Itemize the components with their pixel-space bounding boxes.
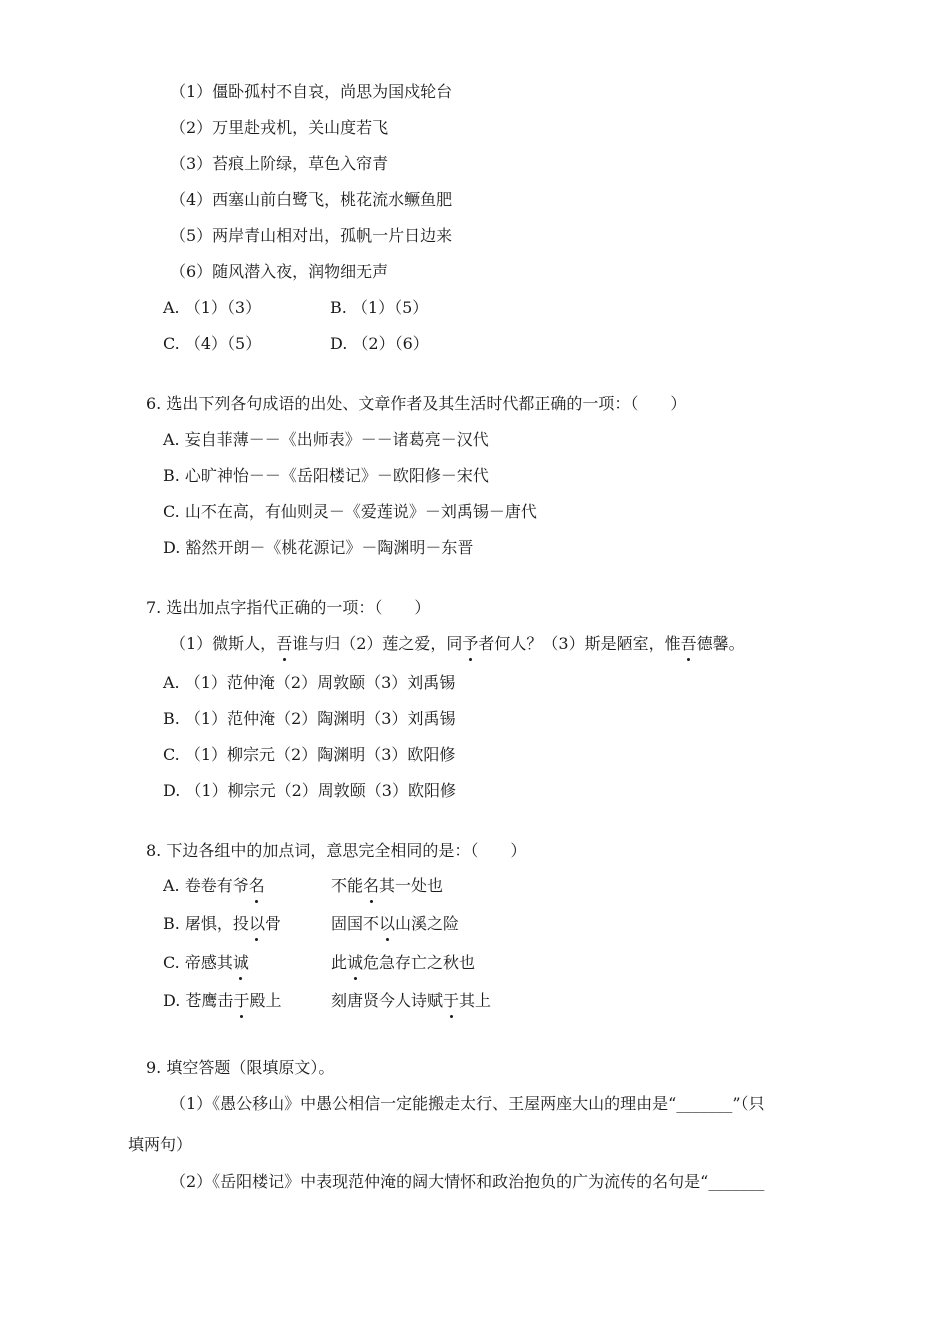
- q5-line-1: （1）僵卧孤村不自哀，尚思为国戍轮台: [170, 82, 453, 101]
- text: 刻唐贤今人诗赋: [331, 991, 444, 1010]
- text: D. 苍鹰击: [163, 991, 234, 1010]
- q6-option-d: D. 豁然开朗－《桃花源记》－陶渊明－东晋: [163, 538, 474, 557]
- q7-sentence-part: （1）微斯人，: [170, 634, 277, 653]
- q5-option-a: A. （1）（3）: [163, 298, 262, 317]
- text: B. 屠惧，投: [163, 914, 249, 933]
- q8-option-d-left: [163, 990, 281, 1012]
- dotted-word: 以: [379, 914, 396, 933]
- q7-sentence-part: 者何人？（3）斯是陋室，惟: [478, 634, 681, 653]
- q7-dotted-word: 吾: [680, 634, 697, 653]
- q9-item2: （2）《岳阳楼记》中表现范仲淹的阔大情怀和政治抱负的广为流传的名句是“_______: [170, 1172, 765, 1191]
- q7-dotted-word: 予: [462, 634, 479, 653]
- q7-dotted-word: 吾: [276, 634, 293, 653]
- q7-option-d: D. （1）柳宗元（2）周敦颐（3）欧阳修: [163, 781, 456, 800]
- q7-sentence-part: 德馨。: [696, 634, 745, 653]
- q7-option-b: B. （1）范仲淹（2）陶渊明（3）刘禹锡: [163, 709, 456, 728]
- q7-option-a: A. （1）范仲淹（2）周敦颐（3）刘禹锡: [163, 673, 456, 692]
- q7-stem: 7. 选出加点字指代正确的一项：（ ）: [146, 598, 431, 617]
- text: 其上: [459, 991, 492, 1010]
- q8-option-b-left: [163, 913, 281, 935]
- q5-line-6: （6）随风潜入夜，润物细无声: [170, 262, 389, 281]
- q6-option-a: A. 妄自菲薄－－《出师表》－－诸葛亮－汉代: [163, 430, 489, 449]
- dotted-word: 于: [443, 991, 460, 1010]
- text: 山溪之险: [395, 914, 460, 933]
- q5-line-5: （5）两岸青山相对出，孤帆一片日边来: [170, 226, 453, 245]
- q8-option-c-right: [331, 952, 475, 974]
- q7-option-c: C. （1）柳宗元（2）陶渊明（3）欧阳修: [163, 745, 456, 764]
- q7-sentence-part: 谁与归（2）莲之爱，同: [292, 634, 463, 653]
- text: 殿上: [249, 991, 282, 1010]
- q5-option-b: B. （1）（5）: [330, 298, 429, 317]
- q8-option-c-left: [163, 952, 249, 974]
- text: A. 卷卷有爷: [163, 876, 249, 895]
- dotted-word: 名: [248, 876, 265, 895]
- q5-line-4: （4）西塞山前白鹭飞，桃花流水鳜鱼肥: [170, 190, 453, 209]
- q8-option-b-right: [331, 913, 459, 935]
- q7-sentence: [170, 633, 745, 655]
- q5-option-d: D. （2）（6）: [330, 334, 429, 353]
- text: 其一处也: [379, 876, 444, 895]
- q6-stem: 6. 选出下列各句成语的出处、文章作者及其生活时代都正确的一项：（ ）: [146, 394, 687, 413]
- q8-option-a-right: [331, 875, 443, 897]
- text: 骨: [264, 914, 281, 933]
- q8-stem: 8. 下边各组中的加点词，意思完全相同的是：（ ）: [146, 841, 527, 860]
- q9-item1-line2: 填两句）: [128, 1135, 193, 1154]
- dotted-word: 以: [248, 914, 265, 933]
- q9-item1-line1: （1）《愚公移山》中愚公相信一定能搬走太行、王屋两座大山的理由是“_______”（只: [170, 1094, 765, 1113]
- q8-option-a-left: [163, 875, 265, 897]
- q6-option-c: C. 山不在高，有仙则灵－《爱莲说》－刘禹锡－唐代: [163, 502, 537, 521]
- dotted-word: 诚: [347, 953, 364, 972]
- q8-option-d-right: [331, 990, 491, 1012]
- text: C. 帝感其: [163, 953, 233, 972]
- text: 不能: [331, 876, 364, 895]
- dotted-word: 名: [363, 876, 380, 895]
- text: 固国不: [331, 914, 380, 933]
- text: 此: [331, 953, 348, 972]
- text: 危急存亡之秋也: [363, 953, 476, 972]
- q5-option-c: C. （4）（5）: [163, 334, 262, 353]
- q9-stem: 9. 填空答题（限填原文）。: [146, 1058, 335, 1077]
- dotted-word: 于: [233, 991, 250, 1010]
- dotted-word: 诚: [232, 953, 249, 972]
- q5-line-2: （2）万里赴戎机，关山度若飞: [170, 118, 389, 137]
- q5-line-3: （3）苔痕上阶绿，草色入帘青: [170, 154, 389, 173]
- q6-option-b: B. 心旷神怡－－《岳阳楼记》－欧阳修－宋代: [163, 466, 489, 485]
